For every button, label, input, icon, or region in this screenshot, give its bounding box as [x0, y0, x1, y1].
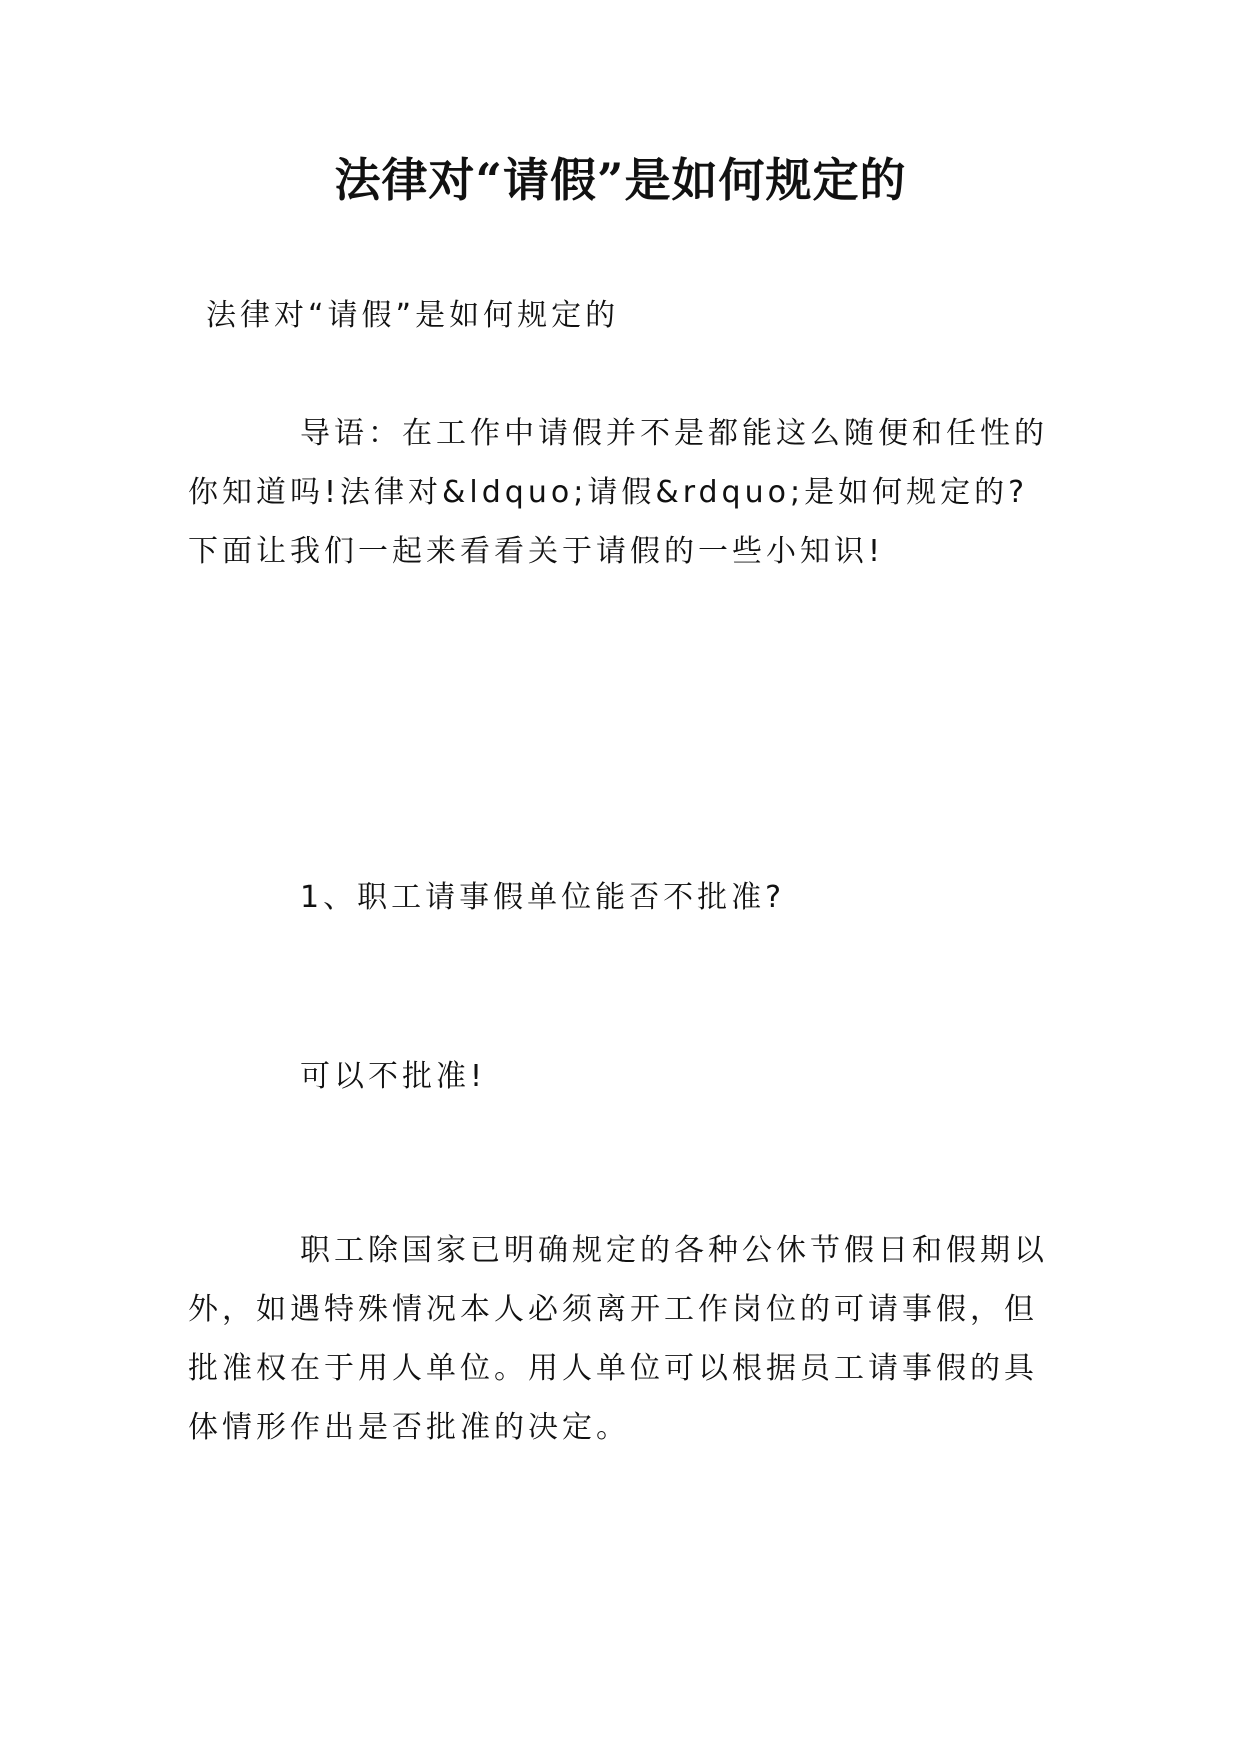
intro-paragraph: 导语：在工作中请假并不是都能这么随便和任性的你知道吗!法律对&ldquo;请假&rdquo;是如何规定的?下面让我们一起来看看关于请假的一些小知识! — [188, 416, 1048, 569]
subtitle-paragraph: 法律对“请假”是如何规定的 — [206, 298, 620, 333]
question-heading: 1、职工请事假单位能否不批准? — [300, 880, 786, 915]
document-title: 法律对“请假”是如何规定的 — [334, 153, 907, 207]
detail-paragraph: 职工除国家已明确规定的各种公休节假日和假期以外，如遇特殊情况本人必须离开工作岗位的可请事假，但批准权在于用人单位。用人单位可以根据员工请事假的具体情形作出是否批准的决定。 — [188, 1233, 1048, 1445]
answer-paragraph: 可以不批准! — [300, 1059, 487, 1094]
